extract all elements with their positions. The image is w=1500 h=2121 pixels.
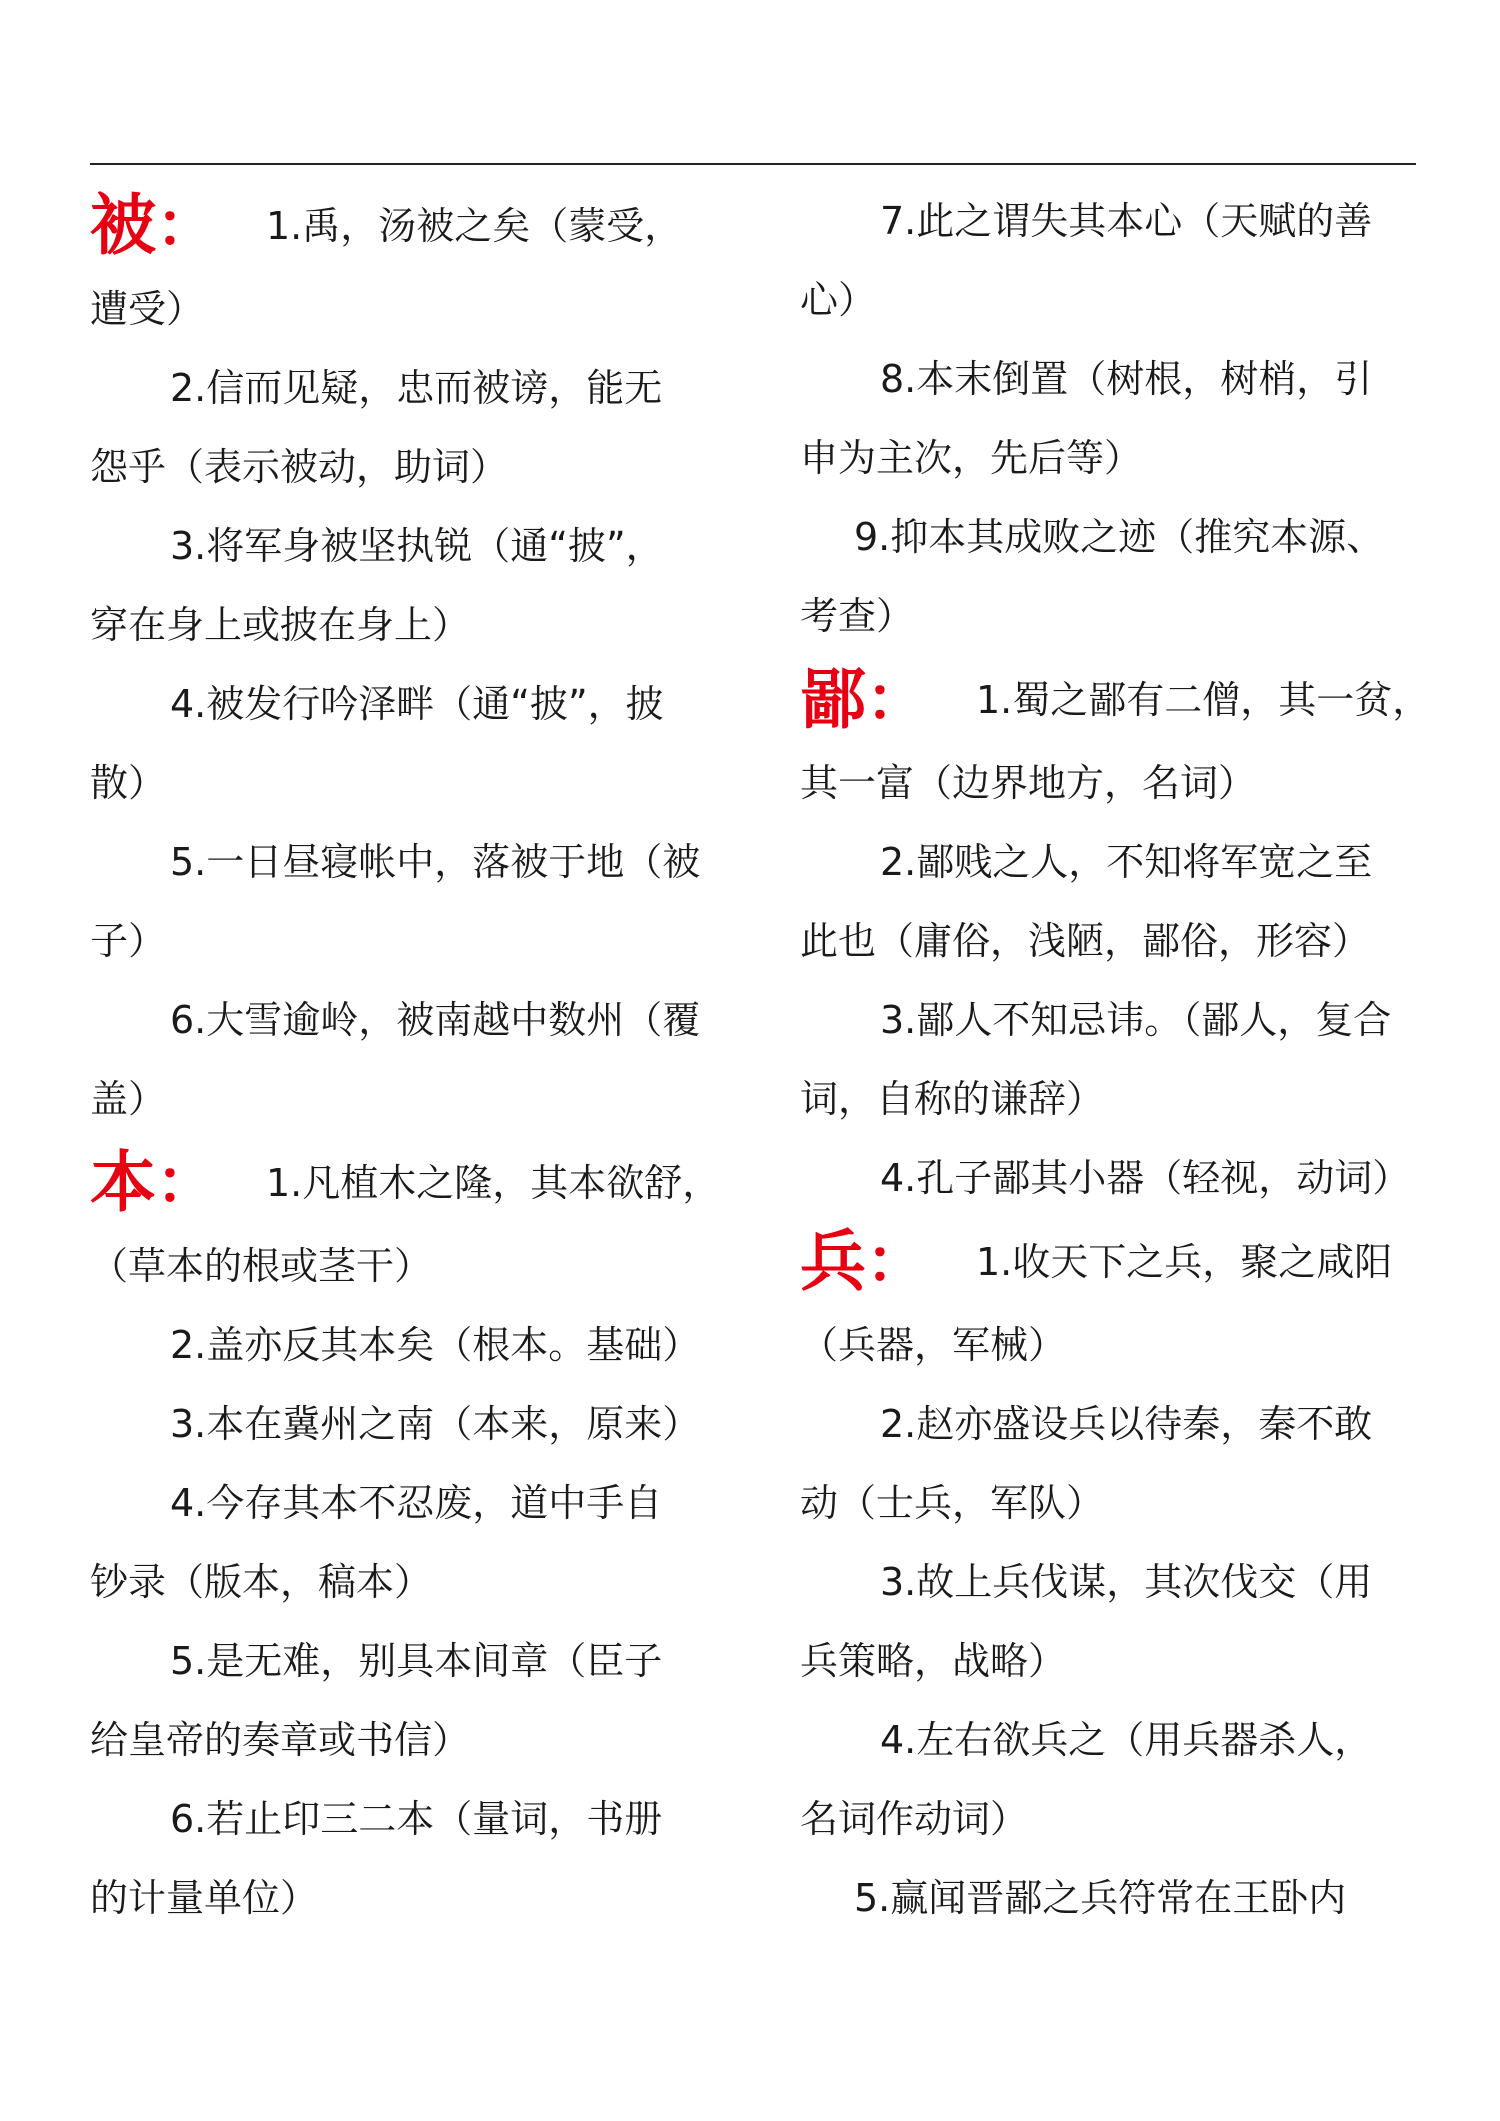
definition-line: 给皇帝的奏章或书信） — [90, 1718, 471, 1762]
entry-ben-heading — [90, 1139, 720, 1227]
definition-line: 4.今存其本不忍废，道中手自 — [170, 1481, 663, 1525]
definition-line: 申为主次，先后等） — [800, 436, 1143, 480]
definition-line: 此也（庸俗，浅陋，鄙俗，形容） — [800, 919, 1371, 963]
entry-bing-heading — [800, 1218, 1424, 1306]
definition-line: 遭受） — [90, 287, 205, 331]
definition-line: 动（士兵，军队） — [800, 1481, 1105, 1525]
entry-bi-heading — [800, 656, 1431, 744]
definition-line: 考查） — [800, 594, 915, 638]
definition-line: 散） — [90, 761, 167, 805]
entry-bei-heading — [90, 182, 720, 270]
definition-line: 6.大雪逾岭，被南越中数州（覆 — [170, 998, 701, 1042]
top-divider — [90, 163, 1416, 165]
definition-line: 2.鄙贱之人，不知将军宽之至 — [880, 840, 1373, 884]
definition-line: 名词作动词） — [800, 1797, 1029, 1841]
definition-line: 2.赵亦盛设兵以待秦，秦不敢 — [880, 1402, 1373, 1446]
definition-line: 5.一日昼寝帐中，落被于地（被 — [170, 840, 701, 884]
headword-bei: 被 — [90, 187, 156, 264]
definition-line: 4.被发行吟泽畔（通“披”，披 — [170, 682, 664, 726]
definition-line: 穿在身上或披在身上） — [90, 603, 471, 647]
definition-line: 9.抑本其成败之迹（推究本源、 — [854, 515, 1385, 559]
definition-line: 4.孔子鄙其小器（轻视，动词） — [880, 1156, 1411, 1200]
definition-line: 的计量单位） — [90, 1876, 319, 1920]
definition-line: 子） — [90, 919, 167, 963]
definition-line: 6.若止印三二本（量词，书册 — [170, 1797, 663, 1841]
definition-line: 其一富（边界地方，名词） — [800, 761, 1257, 805]
definition-line: 2.信而见疑，忠而被谤，能无 — [170, 366, 663, 410]
definition-line: 4.左右欲兵之（用兵器杀人， — [880, 1718, 1373, 1762]
headword-bi: 鄙 — [800, 661, 866, 738]
left-column — [90, 182, 720, 1938]
headword-colon: ： — [866, 1227, 926, 1297]
definition-line: 盖） — [90, 1077, 167, 1121]
definition-line: 7.此之谓失其本心（天赋的善 — [880, 199, 1373, 243]
definition-line: 2.盖亦反其本矣（根本。基础） — [170, 1323, 701, 1367]
headword-colon: ： — [156, 191, 216, 261]
definition-line: 1.收天下之兵，聚之咸阳 — [976, 1240, 1393, 1284]
definition-line: 1.凡植木之隆，其本欲舒， — [266, 1161, 721, 1205]
definition-line: 3.本在冀州之南（本来，原来） — [170, 1402, 701, 1446]
definition-line: 心） — [800, 278, 877, 322]
definition-line: （草本的根或茎干） — [90, 1244, 433, 1288]
definition-line: 词，自称的谦辞） — [800, 1077, 1105, 1121]
definition-line: 3.故上兵伐谋，其次伐交（用 — [880, 1560, 1373, 1604]
headword-ben: 本 — [90, 1144, 156, 1221]
definition-line: 1.蜀之鄙有二僧，其一贫， — [976, 678, 1431, 722]
definition-line: 8.本末倒置（树根，树梢，引 — [880, 357, 1373, 401]
definition-line: 5.是无难，别具本间章（臣子 — [170, 1639, 663, 1683]
definition-line: （兵器，军械） — [800, 1323, 1067, 1367]
right-column — [800, 182, 1431, 1938]
definition-line: 钞录（版本，稿本） — [90, 1560, 433, 1604]
headword-bing: 兵 — [800, 1223, 866, 1300]
definition-line: 3.将军身被坚执锐（通“披”， — [170, 524, 664, 568]
definition-line: 3.鄙人不知忌讳。（鄙人，复合 — [880, 998, 1392, 1042]
definition-line: 1.禹，汤被之矣（蒙受， — [266, 204, 683, 248]
definition-line: 兵策略，战略） — [800, 1639, 1067, 1683]
headword-colon: ： — [156, 1148, 216, 1218]
definition-line: 5.赢闻晋鄙之兵符常在王卧内 — [854, 1876, 1347, 1920]
headword-colon: ： — [866, 665, 926, 735]
definition-line: 怨乎（表示被动，助词） — [90, 445, 509, 489]
